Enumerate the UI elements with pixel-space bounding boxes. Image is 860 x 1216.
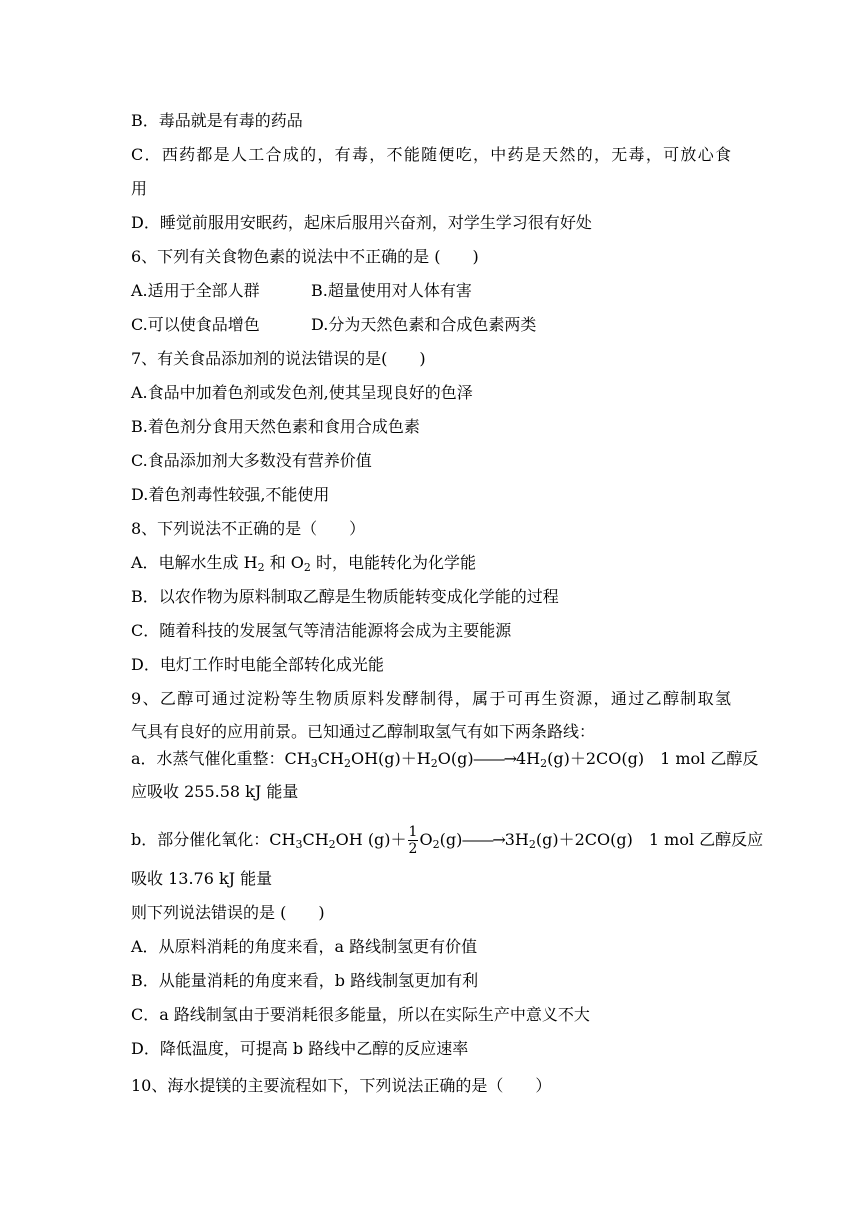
q8-option-a bbox=[131, 553, 476, 573]
question-9-line-2: 气具有良好的应用前景。已知通过乙醇制取氢气有如下两条路线： bbox=[131, 722, 596, 741]
q9-route-a bbox=[131, 749, 758, 769]
question-8: 8、下列说法不正确的是（ ） bbox=[131, 519, 366, 538]
q8-option-b: B．以农作物为原料制取乙醇是生物质能转变成化学能的过程 bbox=[131, 587, 559, 606]
route-a-label: a．水蒸气催化重整： bbox=[131, 749, 285, 768]
subscript: 3 bbox=[295, 838, 303, 851]
reaction-arrow-icon: ――→ bbox=[462, 830, 505, 849]
formula-part: OH (g)＋ bbox=[335, 830, 407, 849]
formula-part: (g)＋2CO(g) bbox=[535, 830, 633, 849]
q9-route-a-cont: 应吸收 255.58 kJ 能量 bbox=[131, 782, 299, 801]
q8-a-text-2: 和 O bbox=[264, 553, 304, 572]
q5-option-b: B．毒品就是有毒的药品 bbox=[131, 111, 303, 130]
subscript: 2 bbox=[343, 757, 351, 770]
fraction-one-half bbox=[408, 824, 419, 857]
q9-option-d: D．降低温度，可提高 b 路线中乙醇的反应速率 bbox=[131, 1039, 469, 1058]
formula-part: CH bbox=[269, 830, 296, 849]
formula-part: CH bbox=[302, 830, 329, 849]
q6-options-row-1 bbox=[131, 281, 731, 301]
formula-part: 4H bbox=[515, 749, 541, 768]
q8-option-c: C．随着科技的发展氢气等清洁能源将会成为主要能源 bbox=[131, 621, 512, 640]
question-9-line-1: 9、乙醇可通过淀粉等生物质原料发酵制得，属于可再生资源，通过乙醇制取氢 bbox=[131, 689, 731, 708]
q9-option-b: B．从能量消耗的角度来看，b 路线制氢更加有利 bbox=[131, 971, 479, 990]
question-7: 7、有关食品添加剂的说法错误的是( ) bbox=[131, 349, 426, 368]
route-b-label: b．部分催化氧化： bbox=[131, 830, 270, 849]
q5-option-c-cont: 用 bbox=[131, 179, 148, 198]
q9-route-b-cont: 吸收 13.76 kJ 能量 bbox=[131, 869, 273, 888]
subscript: 2 bbox=[328, 838, 336, 851]
fraction-denominator: 2 bbox=[408, 841, 418, 857]
route-a-tail: 1 mol 乙醇反 bbox=[644, 749, 759, 768]
question-10: 10、海水提镁的主要流程如下，下列说法正确的是（ ） bbox=[131, 1076, 552, 1095]
fraction-numerator: 1 bbox=[408, 824, 418, 840]
q8-a-text-3: 时，电能转化为化学能 bbox=[310, 553, 476, 572]
q6-options-row-2 bbox=[131, 315, 731, 335]
q8-option-d: D．电灯工作时电能全部转化成光能 bbox=[131, 655, 384, 674]
formula-part: O bbox=[419, 830, 433, 849]
subscript: 2 bbox=[540, 757, 548, 770]
q9-route-b bbox=[131, 824, 763, 857]
subscript: 2 bbox=[528, 838, 536, 851]
formula-part: (g) bbox=[439, 830, 463, 849]
q6-option-d: D.分为天然色素和合成色素两类 bbox=[311, 315, 537, 334]
q7-option-c: C.食品添加剂大多数没有营养价值 bbox=[131, 451, 372, 470]
q7-option-d: D.着色剂毒性较强,不能使用 bbox=[131, 485, 330, 504]
route-b-tail: 1 mol 乙醇反应 bbox=[632, 830, 764, 849]
q9-option-a: A．从原料消耗的角度来看，a 路线制氢更有价值 bbox=[131, 937, 478, 956]
formula-part: CH bbox=[284, 749, 311, 768]
q5-option-d: D．睡觉前服用安眠药，起床后服用兴奋剂，对学生学习很有好处 bbox=[131, 213, 592, 232]
reaction-arrow-icon: ――→ bbox=[473, 749, 516, 768]
subscript: 3 bbox=[310, 757, 318, 770]
formula-part: CH bbox=[317, 749, 344, 768]
q9-question: 则下列说法错误的是 ( ) bbox=[131, 903, 325, 922]
q7-option-b: B.着色剂分食用天然色素和食用合成色素 bbox=[131, 417, 420, 436]
formula-part: 3H bbox=[504, 830, 529, 849]
formula-part: O(g) bbox=[437, 749, 474, 768]
q8-a-text-1: A．电解水生成 H bbox=[131, 553, 258, 572]
q6-option-a: A.适用于全部人群 bbox=[131, 281, 260, 300]
q7-option-a: A.食品中加着色剂或发色剂,使其呈现良好的色泽 bbox=[131, 383, 473, 402]
subscript: 2 bbox=[430, 757, 438, 770]
q5-option-c: C．西药都是人工合成的，有毒，不能随便吃，中药是天然的，无毒，可放心食 bbox=[131, 145, 731, 164]
subscript: 2 bbox=[257, 561, 265, 574]
q6-option-b: B.超量使用对人体有害 bbox=[311, 281, 472, 300]
formula-part: (g)＋2CO(g) bbox=[547, 749, 645, 768]
q6-option-c: C.可以使食品增色 bbox=[131, 315, 260, 334]
q9-option-c: C．a 路线制氢由于要消耗很多能量，所以在实际生产中意义不大 bbox=[131, 1005, 590, 1024]
question-6: 6、下列有关食物色素的说法中不正确的是 ( ) bbox=[131, 247, 479, 266]
subscript: 2 bbox=[432, 838, 440, 851]
formula-part: OH(g)＋H bbox=[350, 749, 431, 768]
subscript: 2 bbox=[303, 561, 311, 574]
